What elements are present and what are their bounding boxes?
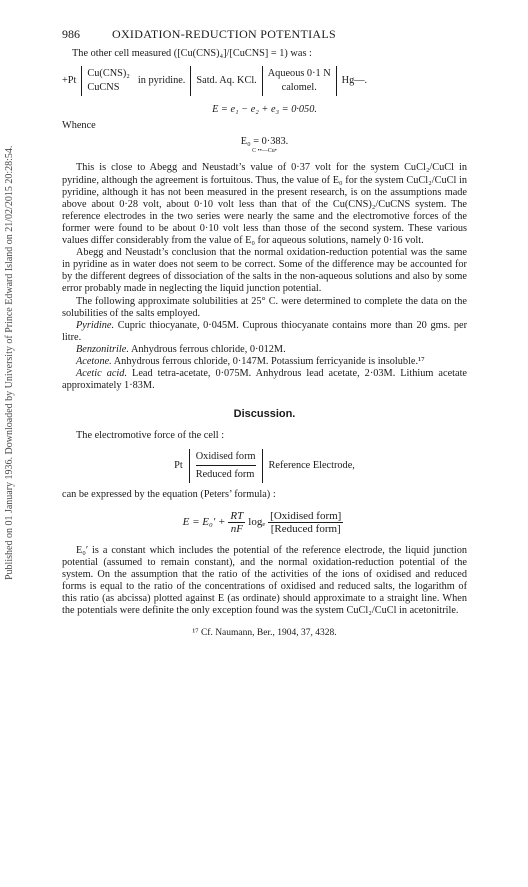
paragraph-3: The following approximate solubilities at 25° C. were determined to complete the data on the solubilities of the salts employed.	[62, 295, 467, 319]
cell2-bottom: Reduced form	[196, 465, 256, 483]
solubility-acetic-text: Lead tetra-acetate, 0·075M. Anhydrous lead acetate, 2·03M. Lithium acetate approximately 1·83M.	[62, 368, 468, 392]
formula-den: nF	[230, 522, 243, 535]
formula-ratio-den: [Reduced form]	[270, 522, 341, 535]
formula-log: logₑ	[248, 516, 266, 529]
discussion-intro: The electromotive force of the cell :	[76, 430, 225, 442]
cell1-ref-top: Aqueous 0·1 N	[267, 68, 331, 80]
solubility-acetone	[62, 356, 467, 368]
cell2-left: Pt	[174, 459, 183, 471]
formula-ratio-num: [Oxidised form]	[270, 509, 342, 522]
cell1-divider	[336, 66, 337, 96]
whence-label: Whence	[62, 120, 96, 132]
cell1-bridge: Satd. Aq. KCl.	[196, 75, 257, 87]
cell1-bottom: CuCNS	[87, 82, 120, 94]
cell2-divider	[189, 449, 190, 483]
solubility-pyridine	[62, 320, 467, 344]
formula-ratio	[268, 510, 343, 535]
cell-diagram-2	[62, 448, 467, 483]
paragraph-4: E₀′ is a constant which includes the potential of the reference electrode, the liquid junction potential (assumed to remain constant), and the normal oxidation-reduction potential of the system. On the assumption that the ratio of the activities of the ions of oxidised and reduced forms is equal to the ratio of the concentrations of oxidised and reduced salts, the logarithm of this ratio (as abcissa) plotted against E (as ordinate) should approximate to a straight line. When the potentials were definite the only exception found was the system CuCl₂/CuCl in acetonitrile.	[62, 544, 467, 617]
footnote: ¹⁷ Cf. Naumann, Ber., 1904, 37, 4328.	[192, 628, 337, 639]
running-title: OXIDATION-REDUCTION POTENTIALS	[112, 27, 336, 41]
discussion-heading: Discussion.	[233, 408, 296, 421]
solubility-acetic-acid	[62, 368, 467, 392]
cell1-divider	[190, 66, 191, 96]
formula-intro: can be expressed by the equation (Peters’ formula) :	[62, 489, 276, 501]
solubility-benzonitrile-label: Benzonitrile.	[76, 343, 129, 355]
download-notice: Published on 01 January 1936. Downloaded by University of Prince Edward Island on 21/02/2015 20:28:54.	[4, 145, 15, 580]
paragraph-2: Abegg and Neustadt’s conclusion that the normal oxidation-reduction potential was the same in pyridine as in water does not seem to be correct. Some of the difference may be accounted for by the different degrees of dissociation of the salts in the non-aqueous solutions and also by some error probably made in neglecting the liquid junction potential.	[62, 247, 467, 295]
formula-num: RT	[230, 509, 244, 522]
page-header	[62, 28, 467, 40]
cell1-reference	[268, 67, 331, 95]
download-notice-sidebar	[2, 60, 18, 660]
equation-2-subscript: C ••—Cu•	[252, 148, 277, 155]
solubility-pyridine-label: Pyridine.	[76, 319, 115, 331]
solubility-acetone-text: Anhydrous ferrous chloride, 0·147M. Potassium ferricyanide is insoluble.¹⁷	[113, 355, 425, 367]
page-content	[62, 28, 467, 639]
cell1-ref-bottom: calomel.	[281, 82, 317, 94]
solubility-benzonitrile	[62, 344, 467, 356]
cell1-top: Cu(CNS)₂	[87, 68, 130, 80]
peters-formula	[62, 510, 467, 535]
cell1-divider	[262, 66, 263, 96]
paragraph-1: This is close to Abegg and Neustadt’s value of 0·37 volt for the system CuCl₂/CuCl in pyridine, although the agreement is fortuitous. Thus, the value of E₀ for the system CuCl₂/CuCl in pyridine, although it has not been measured in the present research, is on the assumptions made above about 0·28 volt, about 0·10 volt less than that of the Cu(CNS)₂/CuCNS system. The reference electrodes in the two series were nearly the same and the electromotive forces of the former were found to be about 0·10 volt less than those of the second system. These various values differ considerably from the value of E₀ for aqueous solutions, namely 0·16 volt.	[62, 162, 467, 247]
cell2-couple	[196, 448, 256, 483]
intro-line: The other cell measured ([Cu(CNS)₄]/[CuCNS] = 1) was :	[72, 48, 312, 60]
cell-diagram-1	[62, 66, 467, 96]
solubility-acetone-label: Acetone.	[76, 355, 112, 367]
equation-2: E₀ = 0·383.	[240, 136, 289, 148]
cell2-right: Reference Electrode,	[268, 459, 355, 471]
cell1-divider	[81, 66, 82, 96]
solubility-acetic-label: Acetic acid.	[76, 368, 128, 380]
cell1-couple	[87, 67, 130, 95]
formula-lhs: E = E₀′ +	[182, 516, 226, 529]
cell2-top: Oxidised form	[195, 451, 256, 463]
cell1-left: +Pt	[62, 75, 77, 87]
solubility-benzonitrile-text: Anhydrous ferrous chloride, 0·012M.	[130, 343, 286, 355]
cell1-solvent: in pyridine.	[137, 75, 186, 87]
equation-1: E = e₁ − e₂ + e₃ = 0·050.	[212, 104, 317, 116]
solubility-pyridine-text: Cupric thiocyanate, 0·045M. Cuprous thiocyanate contains more than 20 gms. per litre.	[62, 319, 468, 343]
cell2-divider	[262, 449, 263, 483]
formula-rt-nf	[228, 510, 245, 535]
page-number: 986	[62, 27, 80, 41]
cell1-right: Hg—.	[341, 75, 368, 87]
